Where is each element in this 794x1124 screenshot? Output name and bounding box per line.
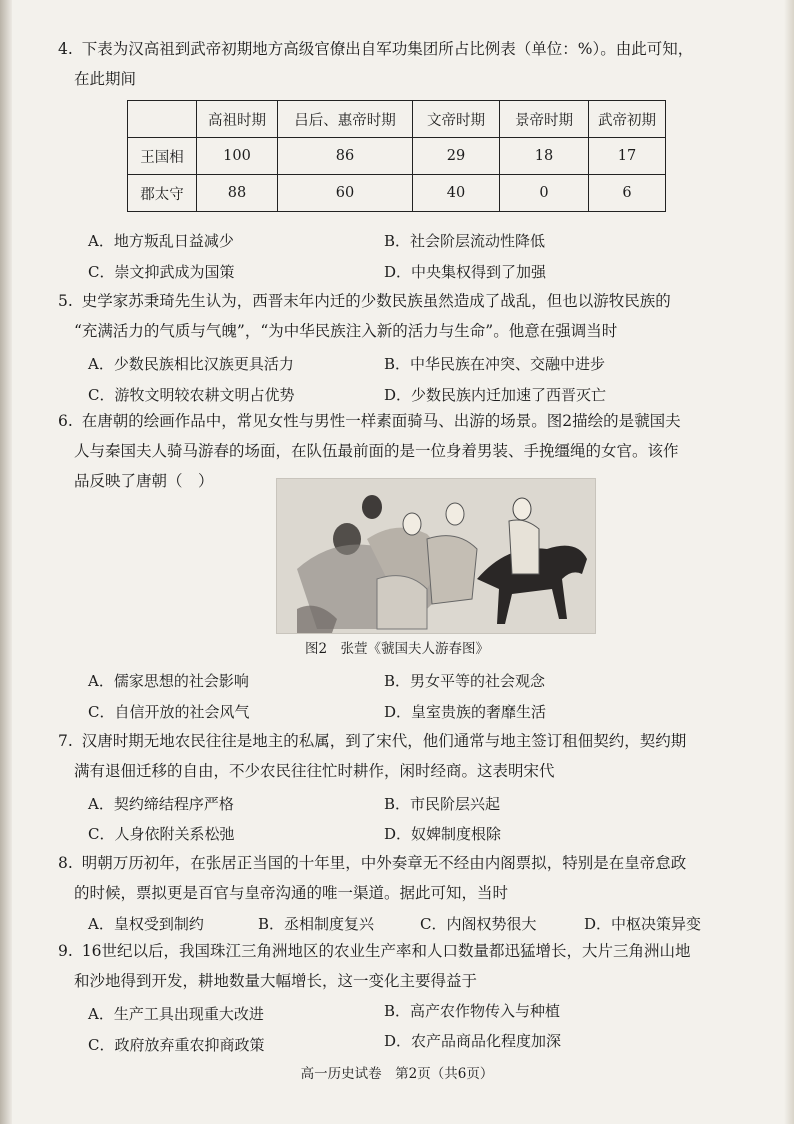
question-8 bbox=[58, 848, 758, 908]
table-cell: 40 bbox=[413, 175, 500, 212]
table-cell: 100 bbox=[197, 138, 278, 175]
option-c[interactable]: C．自信开放的社会风气 bbox=[88, 703, 250, 721]
table-cell: 郡太守 bbox=[128, 175, 197, 212]
option-d[interactable]: D．农产品商品化程度加深 bbox=[384, 1032, 562, 1050]
option-d[interactable]: D．中央集权得到了加强 bbox=[384, 263, 547, 281]
option-a[interactable]: A．契约缔结程序严格 bbox=[88, 795, 234, 813]
option-b[interactable]: B．社会阶层流动性降低 bbox=[384, 232, 546, 250]
question-text-line: 人与秦国夫人骑马游春的场面，在队伍最前面的是一位身着男装、手挽缰绳的女官。该作 bbox=[74, 442, 679, 460]
page-footer: 高一历史试卷 第2页（共6页） bbox=[300, 1066, 494, 1082]
question-text-line: 下表为汉高祖到武帝初期地方高级官僚出自军功集团所占比例表（单位：%）。由此可知， bbox=[81, 40, 694, 58]
option-b[interactable]: B．高产农作物传入与种植 bbox=[384, 1002, 561, 1020]
option-a[interactable]: A．儒家思想的社会影响 bbox=[88, 672, 249, 690]
table-cell: 0 bbox=[500, 175, 589, 212]
table-cell: 王国相 bbox=[128, 138, 197, 175]
question-number: 5. bbox=[58, 292, 73, 310]
question-number: 6. bbox=[58, 412, 73, 430]
option-a[interactable]: A．少数民族相比汉族更具活力 bbox=[88, 355, 294, 373]
table-header-cell: 吕后、惠帝时期 bbox=[278, 101, 413, 138]
option-c[interactable]: C．人身依附关系松弛 bbox=[88, 825, 235, 843]
option-c[interactable]: C．内阁权势很大 bbox=[420, 915, 537, 933]
question-text-line: 在唐朝的绘画作品中，常见女性与男性一样素面骑马、出游的场景。图2描绘的是虢国夫 bbox=[81, 412, 681, 430]
question-text-line: 和沙地得到开发，耕地数量大幅增长，这一变化主要得益于 bbox=[74, 972, 478, 990]
option-b[interactable]: B．中华民族在冲突、交融中进步 bbox=[384, 355, 606, 373]
question-text-line: 满有退佃迁移的自由，不少农民往往忙时耕作，闲时经商。这表明宋代 bbox=[74, 762, 555, 780]
question-text-line: 品反映了唐朝（ ） bbox=[74, 472, 214, 490]
table-cell: 60 bbox=[278, 175, 413, 212]
question-text-line: 史学家苏秉琦先生认为，西晋末年内迁的少数民族虽然造成了战乱，但也以游牧民族的 bbox=[81, 292, 671, 310]
option-a[interactable]: A．生产工具出现重大改进 bbox=[88, 1005, 264, 1023]
question-5 bbox=[58, 286, 758, 346]
question-text-line: 明朝万历初年，在张居正当国的十年里，中外奏章无不经由内阁票拟，特别是在皇帝怠政 bbox=[81, 854, 687, 872]
table-header-cell: 景帝时期 bbox=[500, 101, 589, 138]
page-edge-shadow bbox=[784, 0, 794, 1124]
question-4 bbox=[58, 34, 758, 94]
option-b[interactable]: B．丞相制度复兴 bbox=[258, 915, 375, 933]
table-header-row bbox=[128, 101, 666, 138]
question-number: 7. bbox=[58, 732, 73, 750]
painting-figure bbox=[276, 478, 596, 634]
table-header-cell: 文帝时期 bbox=[413, 101, 500, 138]
option-a[interactable]: A．皇权受到制约 bbox=[88, 915, 204, 933]
question-7 bbox=[58, 726, 758, 786]
question-9 bbox=[58, 936, 758, 996]
question-number: 9. bbox=[58, 942, 73, 960]
figure-caption: 图2 张萱《虢国夫人游春图》 bbox=[304, 641, 490, 657]
table-header-cell: 高祖时期 bbox=[197, 101, 278, 138]
table-header-cell bbox=[128, 101, 197, 138]
table-cell: 88 bbox=[197, 175, 278, 212]
question-number: 4. bbox=[58, 40, 73, 58]
page-binding-shadow bbox=[0, 0, 12, 1124]
table-row bbox=[128, 175, 666, 212]
painting-illustration bbox=[277, 479, 595, 633]
table-cell: 18 bbox=[500, 138, 589, 175]
option-b[interactable]: B．男女平等的社会观念 bbox=[384, 672, 546, 690]
question-number: 8. bbox=[58, 854, 73, 872]
question-text-line: 的时候，票拟更是百官与皇帝沟通的唯一渠道。据此可知，当时 bbox=[74, 884, 509, 902]
table-cell: 6 bbox=[589, 175, 666, 212]
option-b[interactable]: B．市民阶层兴起 bbox=[384, 795, 501, 813]
table-row bbox=[128, 138, 666, 175]
option-c[interactable]: C．政府放弃重农抑商政策 bbox=[88, 1036, 265, 1054]
table-header-cell: 武帝初期 bbox=[589, 101, 666, 138]
option-d[interactable]: D．皇室贵族的奢靡生活 bbox=[384, 703, 547, 721]
option-c[interactable]: C．崇文抑武成为国策 bbox=[88, 263, 235, 281]
option-d[interactable]: D．少数民族内迁加速了西晋灭亡 bbox=[384, 386, 607, 404]
question-text-line: 在此期间 bbox=[74, 70, 137, 88]
option-c[interactable]: C．游牧文明较农耕文明占优势 bbox=[88, 386, 295, 404]
question-text-line: “充满活力的气质与气魄”，“为中华民族注入新的活力与生命”。他意在强调当时 bbox=[74, 322, 618, 340]
option-a[interactable]: A．地方叛乱日益减少 bbox=[88, 232, 234, 250]
table-cell: 17 bbox=[589, 138, 666, 175]
question-text-line: 汉唐时期无地农民往往是地主的私属，到了宋代，他们通常与地主签订租佃契约，契约期 bbox=[81, 732, 687, 750]
table-cell: 86 bbox=[278, 138, 413, 175]
option-d[interactable]: D．奴婢制度根除 bbox=[384, 825, 502, 843]
table-cell: 29 bbox=[413, 138, 500, 175]
option-d[interactable]: D．中枢决策异变 bbox=[584, 915, 702, 933]
question-text-line: 16世纪以后，我国珠江三角洲地区的农业生产率和人口数量都迅猛增长，大片三角洲山地 bbox=[81, 942, 691, 960]
officials-ratio-table bbox=[127, 100, 666, 212]
